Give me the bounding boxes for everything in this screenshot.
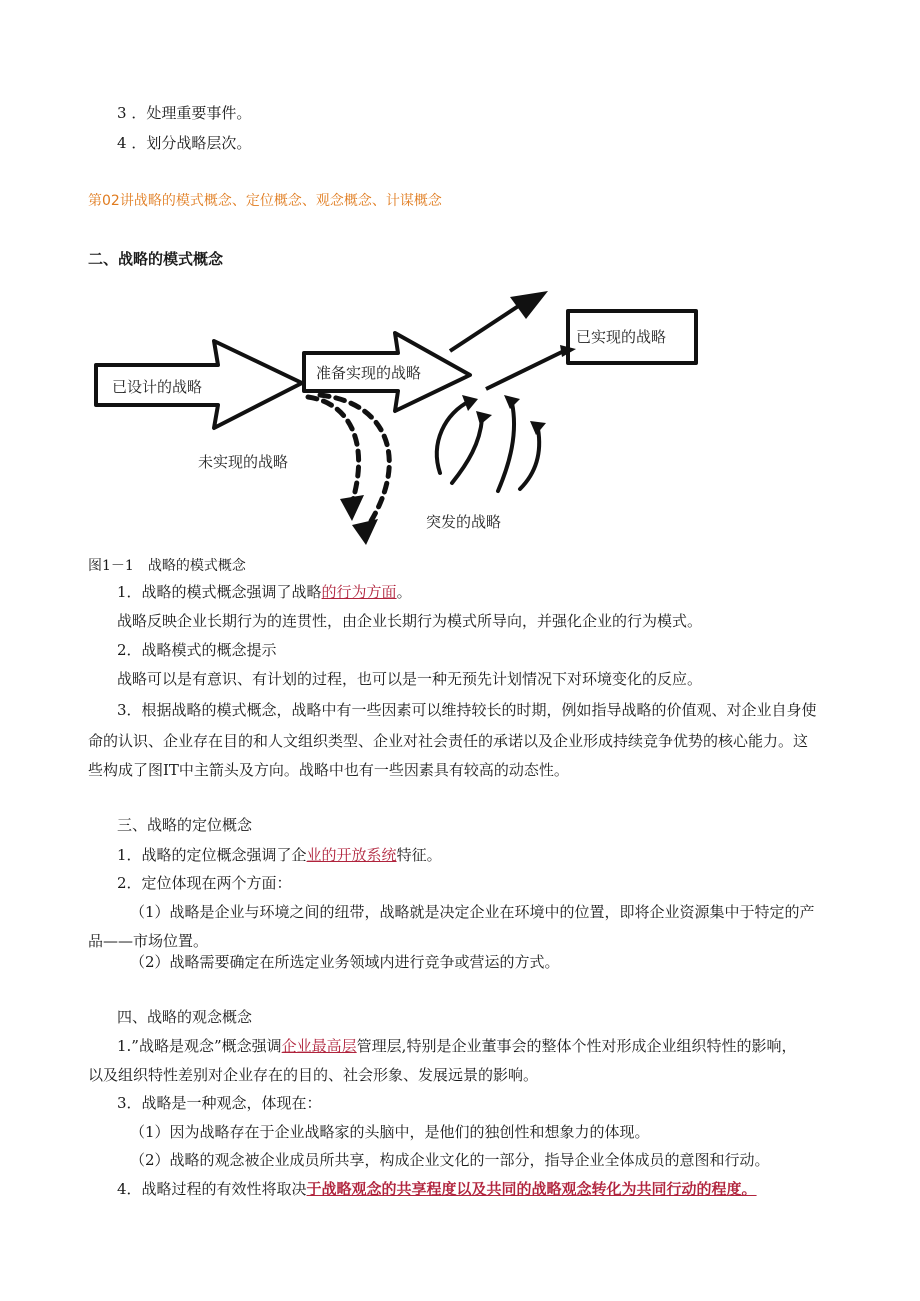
section3-heading: 三、战略的定位概念 [117,816,253,834]
section4-point1-line2: 以及组织特性差别对企业存在的目的、社会形象、发展远景的影响。 [88,1066,539,1084]
text: 管理层,特别是企业董事会的整体个性对形成企业组织特性的影响， [356,1037,797,1055]
text: 1.”战略是观念”概念强调 [117,1037,282,1055]
section3-item2: （2）战略需要确定在所选定业务领域内进行竞争或营运的方式。 [130,953,560,971]
section3-item1-line1: （1）战略是企业与环境之间的纽带，战略就是决定企业在环境中的位置，即将企业资源集中于特定的产 [130,903,815,921]
list-item-3 [117,103,251,123]
label-realized: 已实现的战略 [576,328,667,346]
emergent-curve-2 [452,419,482,483]
section4-point4 [117,1179,757,1199]
emergent-line [486,349,568,389]
highlight-text: 业的开放系统 [306,846,397,864]
section2-point2: 2．战略模式的概念提示 [117,641,277,659]
highlight-text: 企业最高层 [281,1037,357,1055]
list-item-4 [117,133,251,153]
section2-point1 [117,582,412,602]
label-emergent: 突发的战略 [426,513,502,531]
item-number: 4 [117,134,127,152]
section4-heading: 四、战略的观念概念 [117,1008,253,1026]
strategy-pattern-diagram [90,283,730,558]
section2-point3-line3: 些构成了图IT中主箭头及方向。战略中也有一些因素具有较高的动态性。 [88,761,569,779]
item-text: ．处理重要事件。 [131,104,252,122]
section2-heading: 二、战略的模式概念 [88,250,224,268]
section2-point3-line2: 命的认识、企业存在目的和人文组织类型、企业对社会责任的承诺以及企业形成持续竞争优势的核心能力。这 [88,732,809,750]
section2-point2-detail: 战略可以是有意识、有计划的过程，也可以是一种无预先计划情况下对环境变化的反应。 [117,670,703,688]
item-number: 3 [117,104,127,122]
unrealized-curve-1 [308,397,359,503]
highlight-text: 的行为方面 [321,583,397,601]
text: 4．战略过程的有效性将取决 [117,1180,307,1198]
label-prepared: 准备实现的战略 [316,364,422,382]
label-unrealized: 未实现的战略 [198,453,289,471]
emergent-curve-3 [498,403,514,491]
section4-point1 [117,1036,796,1056]
section3-point1 [117,845,442,865]
label-designed: 已设计的战略 [112,378,203,396]
emergent-curve-4 [520,429,539,489]
section4-item2: （2）战略的观念被企业成员所共享，构成企业文化的一部分，指导企业全体成员的意图和行动。 [130,1151,770,1169]
section3-point2: 2．定位体现在两个方面： [117,874,292,892]
text: 1．战略的定位概念强调了企 [117,846,307,864]
section3-item1-line2: 品——市场位置。 [88,932,209,950]
lecture-title: 第02讲战略的模式概念、定位概念、观念概念、计谋概念 [88,193,442,209]
main-arrow-head [510,291,548,319]
text: 1．战略的模式概念强调了战略 [117,583,322,601]
text: 。 [396,583,412,601]
section4-point3: 3．战略是一种观念，体现在： [117,1094,322,1112]
main-arrow-line [450,305,520,351]
section2-point3-line1: 3．根据战略的模式概念，战略中有一些因素可以维持较长的时期，例如指导战略的价值观、对企业自身使 [117,701,817,719]
section4-item1: （1）因为战略存在于企业战略家的头脑中，是他们的独创性和想象力的体现。 [130,1123,650,1141]
highlight-text: 于战略观念的共享程度以及共同的战略观念转化为共同行动的程度。 [306,1180,757,1198]
item-text: ．划分战略层次。 [131,134,252,152]
text: 特征。 [396,846,442,864]
figure-caption: 图1－1 战略的模式概念 [88,558,246,574]
section2-point1-detail: 战略反映企业长期行为的连贯性，由企业长期行为模式所导向，并强化企业的行为模式。 [117,612,703,630]
